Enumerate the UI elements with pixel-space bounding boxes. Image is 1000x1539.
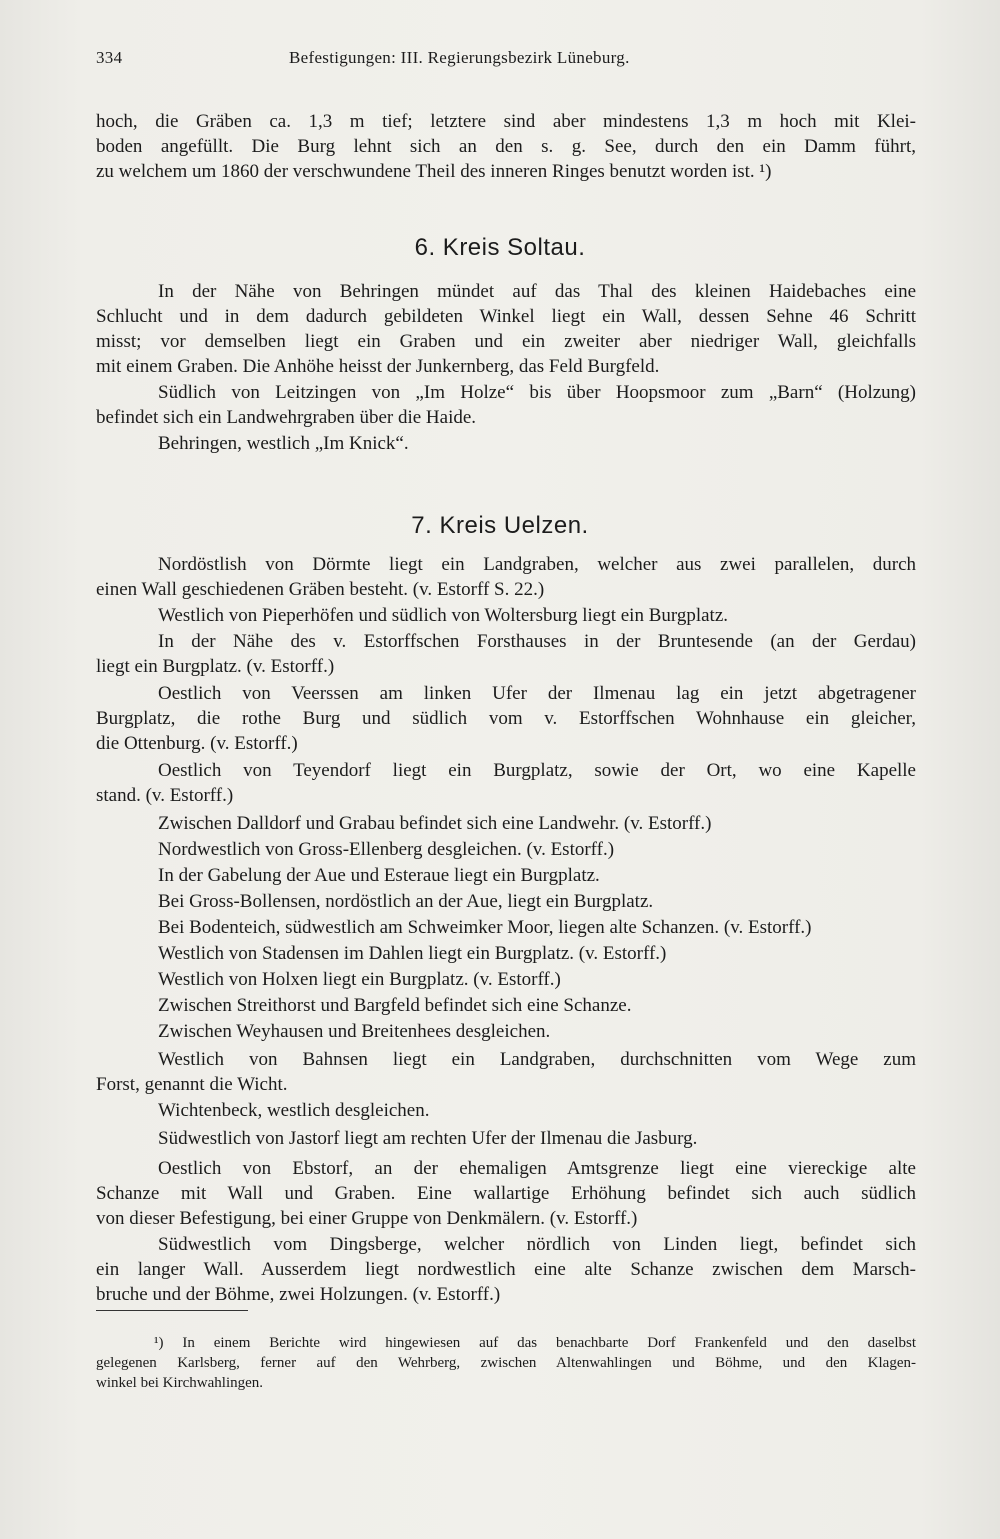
text-line: liegt ein Burgplatz. (v. Estorff.) <box>96 656 335 677</box>
text-line: Behringen, westlich „Im Knick“. <box>158 433 409 454</box>
text-line: Schanze mit Wall und Graben. Eine wallartige Erhöhung befindet sich auch südlich <box>96 1183 916 1204</box>
page-number: 334 <box>96 48 123 67</box>
section-heading-uelzen: 7. Kreis Uelzen. <box>411 512 589 539</box>
text-line: misst; vor demselben liegt ein Graben und ein zweiter aber niedriger Wall, gleichfalls <box>96 331 916 352</box>
running-title: Befestigungen: III. Regierungsbezirk Lüneburg. <box>289 48 630 67</box>
text-line: Nordöstlish von Dörmte liegt ein Landgraben, welcher aus zwei parallelen, durch <box>158 554 916 575</box>
text-line: Westlich von Stadensen im Dahlen liegt ein Burgplatz. (v. Estorff.) <box>158 943 667 964</box>
text-line: Südwestlich von Jastorf liegt am rechten Ufer der Ilmenau die Jasburg. <box>158 1128 698 1149</box>
text-line: Südlich von Leitzingen von „Im Holze“ bis über Hoopsmoor zum „Barn“ (Holzung) <box>158 382 916 403</box>
text-line: Westlich von Pieperhöfen und südlich von Woltersburg liegt ein Burgplatz. <box>158 605 729 626</box>
text-line: Wichtenbeck, westlich desgleichen. <box>158 1100 430 1121</box>
text-line: In der Nähe des v. Estorffschen Forsthauses in der Bruntesende (an der Gerdau) <box>158 631 916 652</box>
text-line: Bei Bodenteich, südwestlich am Schweimker Moor, liegen alte Schanzen. (v. Estorff.) <box>158 917 812 938</box>
text-line: Westlich von Holxen liegt ein Burgplatz. (v. Estorff.) <box>158 969 561 990</box>
text-line: Nordwestlich von Gross-Ellenberg desgleichen. (v. Estorff.) <box>158 839 615 860</box>
footnote-line: winkel bei Kirchwahlingen. <box>96 1375 264 1391</box>
text-line: Burgplatz, die rothe Burg und südlich vom v. Estorffschen Wohnhause ein gleicher, <box>96 708 916 729</box>
text-line: Bei Gross-Bollensen, nordöstlich an der Aue, liegt ein Burgplatz. <box>158 891 654 912</box>
text-line: von dieser Befestigung, bei einer Gruppe von Denkmälern. (v. Estorff.) <box>96 1208 638 1229</box>
text-line: befindet sich ein Landwehrgraben über die Haide. <box>96 407 477 428</box>
text-line: Oestlich von Ebstorf, an der ehemaligen Amtsgrenze liegt eine viereckige alte <box>158 1158 916 1179</box>
text-line: die Ottenburg. (v. Estorff.) <box>96 733 298 754</box>
text-line: Zwischen Streithorst und Bargfeld befindet sich eine Schanze. <box>158 995 632 1016</box>
text-line: Forst, genannt die Wicht. <box>96 1074 288 1095</box>
text-line: In der Nähe von Behringen mündet auf das Thal des kleinen Haidebaches eine <box>158 281 916 302</box>
text-line: mit einem Graben. Die Anhöhe heisst der Junkernberg, das Feld Burgfeld. <box>96 356 660 377</box>
text-line: Südwestlich vom Dingsberge, welcher nördlich von Linden liegt, befindet sich <box>158 1234 916 1255</box>
text-line: Westlich von Bahnsen liegt ein Landgraben, durchschnitten vom Wege zum <box>158 1049 916 1070</box>
section-heading-soltau: 6. Kreis Soltau. <box>414 234 586 261</box>
text-line: bruche und der Böhme, zwei Holzungen. (v. Estorff.) <box>96 1284 501 1305</box>
footnote-line: ¹) In einem Berichte wird hingewiesen auf das benachbarte Dorf Frankenfeld und den daselbst <box>154 1335 916 1351</box>
text-line: hoch, die Gräben ca. 1,3 m tief; letztere sind aber mindestens 1,3 m hoch mit Klei- <box>96 111 916 132</box>
text-line: In der Gabelung der Aue und Esteraue liegt ein Burgplatz. <box>158 865 600 886</box>
text-line: boden angefüllt. Die Burg lehnt sich an den s. g. See, durch den ein Damm führt, <box>96 136 916 157</box>
text-line: stand. (v. Estorff.) <box>96 785 234 806</box>
text-line: Oestlich von Veerssen am linken Ufer der Ilmenau lag ein jetzt abgetragener <box>158 683 916 704</box>
text-line: Oestlich von Teyendorf liegt ein Burgplatz, sowie der Ort, wo eine Kapelle <box>158 760 916 781</box>
footnote-rule <box>96 1310 248 1311</box>
text-line: Schlucht und in dem dadurch gebildeten Winkel liegt ein Wall, dessen Sehne 46 Schritt <box>96 306 916 327</box>
text-line: Zwischen Dalldorf und Grabau befindet sich eine Landwehr. (v. Estorff.) <box>158 813 712 834</box>
text-line: einen Wall geschiedenen Gräben besteht. (v. Estorff S. 22.) <box>96 579 545 600</box>
text-line: zu welchem um 1860 der verschwundene Theil des inneren Ringes benutzt worden ist. ¹) <box>96 161 772 182</box>
footnote <box>96 1333 916 1393</box>
text-line: ein langer Wall. Ausserdem liegt nordwestlich eine alte Schanze zwischen dem Marsch- <box>96 1259 916 1280</box>
text-line: Zwischen Weyhausen und Breitenhees desgleichen. <box>158 1021 551 1042</box>
footnote-line: gelegenen Karlsberg, ferner auf den Wehrberg, zwischen Altenwahlingen und Böhme, und den Klagen- <box>96 1355 916 1371</box>
